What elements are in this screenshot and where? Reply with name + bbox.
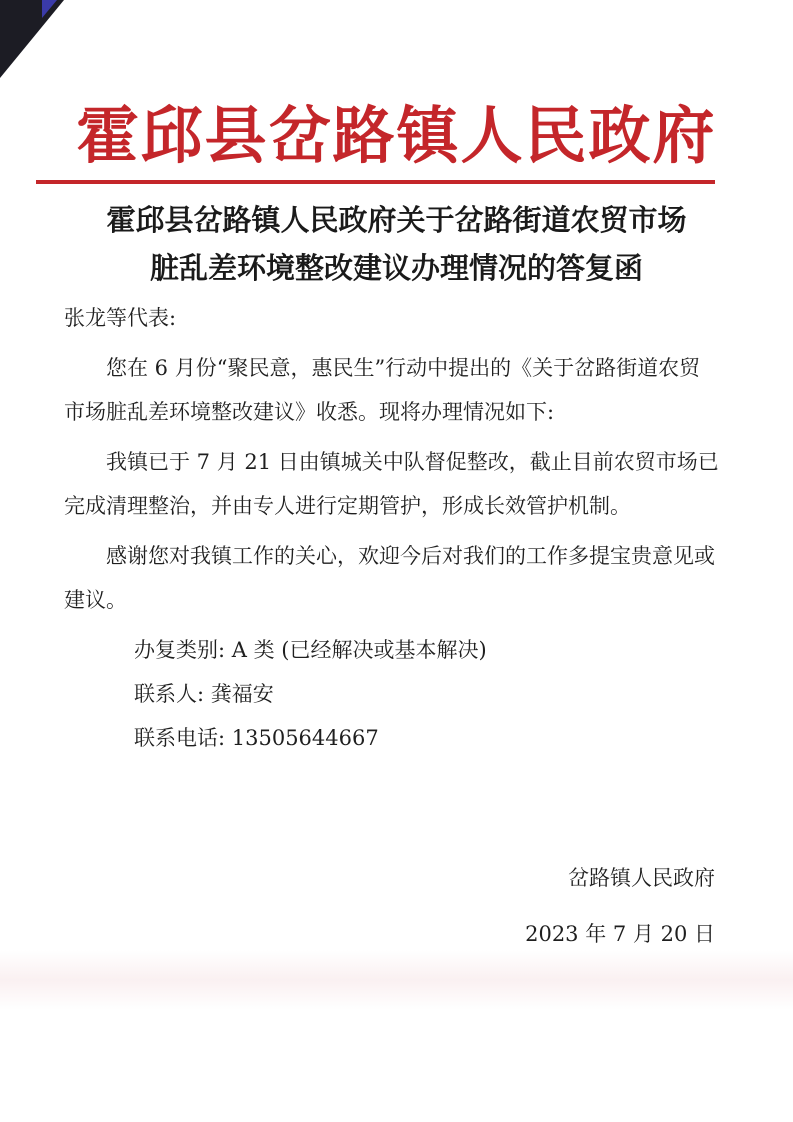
document-title-line-2: 脏乱差环境整改建议办理情况的答复函 xyxy=(149,251,643,285)
paragraph-1: 您在 6 月份“聚民意，惠民生”行动中提出的《关于岔路街道农贸市场脏乱差环境整改建议》收悉。现将办理情况如下: xyxy=(64,356,701,424)
contact-person: 联系人: 龚福安 xyxy=(134,682,274,706)
paragraph-3: 感谢您对我镇工作的关心，欢迎今后对我们的工作多提宝贵意见或建议。 xyxy=(64,544,715,612)
signature-organization: 岔路镇人民政府 xyxy=(568,866,715,890)
reply-category: 办复类别: A 类 (已经解决或基本解决) xyxy=(134,638,487,662)
letterhead: 霍邱县岔路镇人民政府 xyxy=(76,99,717,172)
paragraph-2: 我镇已于 7 月 21 日由镇城关中队督促整改，截止目前农贸市场已完成清理整治，并由专人进行定期管护，形成长效管护机制。 xyxy=(64,450,719,518)
signature-date: 2023 年 7 月 20 日 xyxy=(525,922,715,946)
document-title xyxy=(0,196,793,292)
document-title-line-1: 霍邱县岔路镇人民政府关于岔路街道农贸市场 xyxy=(106,203,687,237)
page-corner-tab xyxy=(0,0,64,78)
contact-phone: 联系电话: 13505644667 xyxy=(134,726,379,750)
signature-block xyxy=(525,850,715,962)
salutation: 张龙等代表: xyxy=(64,306,177,330)
letter-body xyxy=(64,296,720,760)
letterhead-red-rule xyxy=(36,180,715,184)
scan-artifact-band xyxy=(0,950,793,1010)
